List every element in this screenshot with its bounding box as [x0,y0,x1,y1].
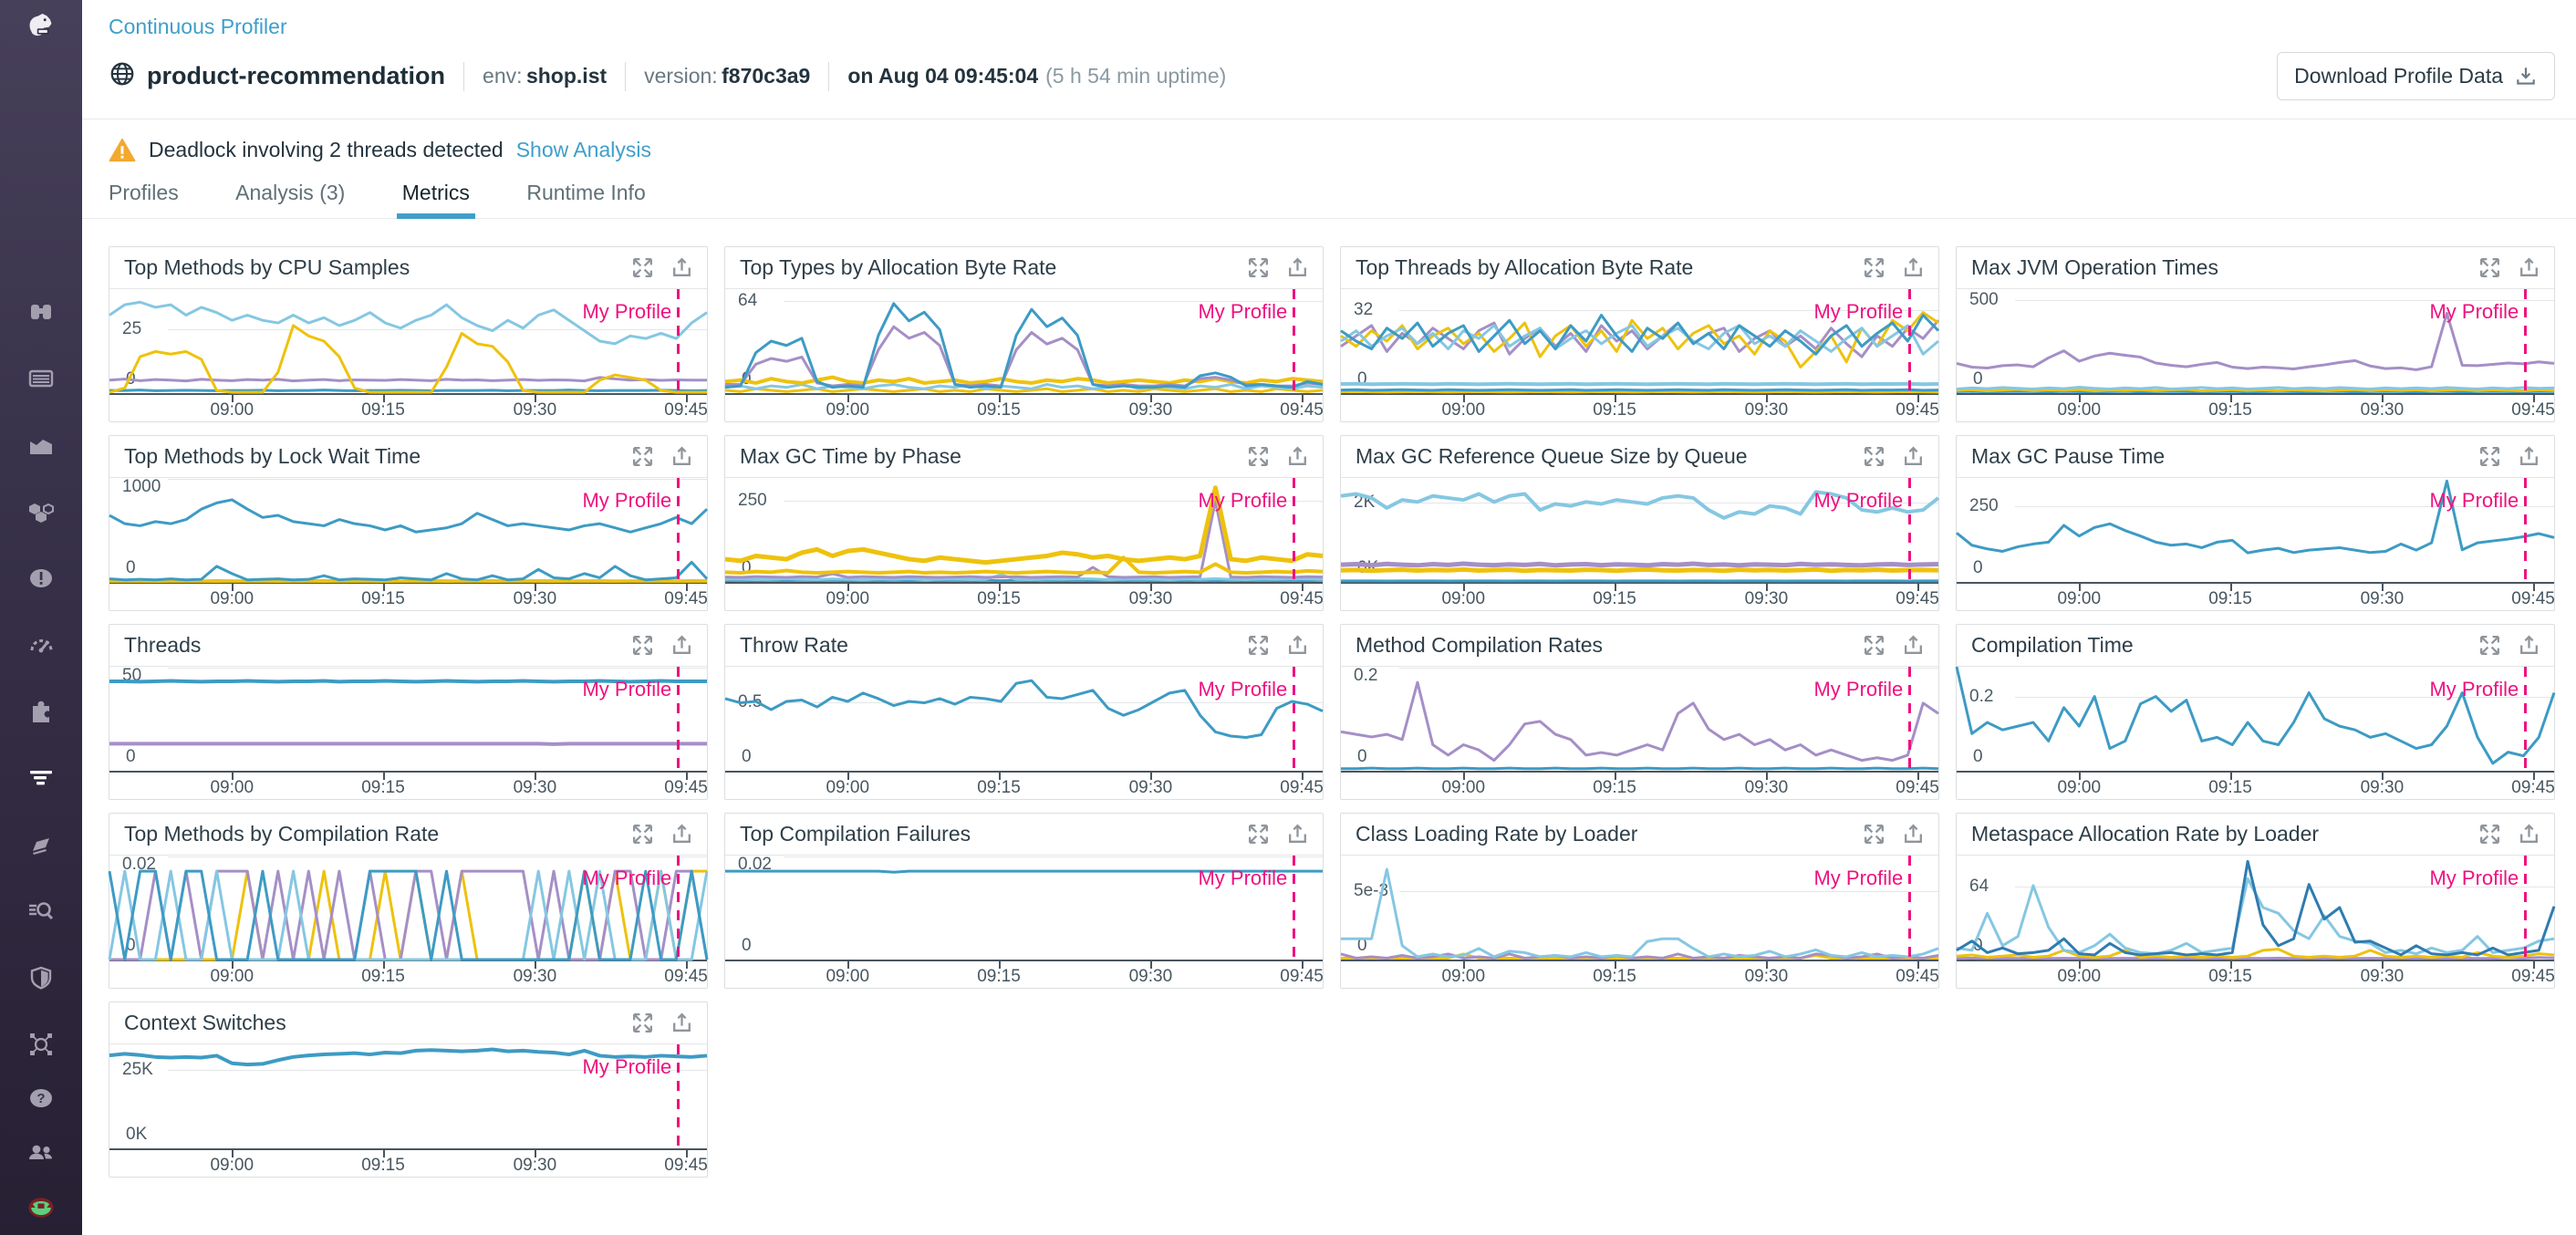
x-axis-tick-label: 09:15 [361,967,405,986]
y-axis-zero-label: 0 [742,747,752,766]
x-axis-tick-label: 09:45 [664,778,708,797]
y-axis-zero-label: 0 [1973,369,1983,389]
expand-icon[interactable] [1862,822,1886,846]
my-profile-marker-line[interactable] [677,289,680,393]
export-icon[interactable] [670,822,694,846]
profile-time: on Aug 04 09:45:04 [847,64,1039,88]
x-axis-tick-label: 09:45 [2511,400,2555,420]
chart-panel [109,1001,708,1178]
y-axis-zero-label: 0 [1357,747,1367,766]
x-axis-tick-label: 09:00 [210,967,254,986]
infrastructure-icon[interactable] [25,495,57,528]
expand-icon[interactable] [1862,444,1886,469]
expand-icon[interactable] [630,633,655,658]
x-axis-tick-label: 09:00 [826,400,870,420]
chart-title: Top Threads by Allocation Byte Rate [1356,255,1694,279]
chart-panel [109,813,708,989]
y-axis-zero-label: 0 [1357,936,1367,955]
my-profile-marker-line[interactable] [1293,667,1295,771]
x-axis-tick-label: 09:45 [664,967,708,986]
chart-plot[interactable] [109,478,707,610]
my-profile-label: My Profile [582,867,672,889]
x-axis-tick-label: 09:30 [2360,589,2405,608]
main-content [82,0,2576,1178]
x-axis-tick-label: 09:15 [361,1156,405,1175]
my-profile-label: My Profile [1813,678,1904,701]
x-axis-tick-label: 09:30 [1744,589,1789,608]
y-axis-zero-label: 0 [742,936,752,955]
svg-text:?: ? [36,1091,46,1106]
warning-icon [109,138,136,162]
chart-line [1341,768,1938,769]
chart-title: Throw Rate [740,633,848,657]
x-axis-tick-label: 09:15 [977,589,1021,608]
y-axis-tick-label: 32 [1354,300,1374,320]
separator [828,62,829,91]
chart-plot[interactable] [109,667,707,799]
chart-plot[interactable] [725,667,1323,799]
export-icon[interactable] [1285,444,1310,469]
expand-icon[interactable] [1246,255,1271,280]
expand-icon[interactable] [1246,633,1271,658]
export-icon[interactable] [670,444,694,469]
y-axis-zero-label: 0 [742,558,752,577]
chart-title: Top Methods by Lock Wait Time [124,444,421,468]
chart-panel [109,246,708,422]
chart-title: Class Loading Rate by Loader [1356,822,1638,846]
app-sidebar [0,0,82,1235]
x-axis-tick-label: 09:30 [1128,778,1173,797]
chart-plot[interactable] [1341,478,1938,610]
metrics-chart-grid [109,246,2555,1178]
x-axis-tick-label: 09:30 [1128,400,1173,420]
chart-line [1341,391,1938,392]
chart-plot[interactable] [109,289,707,421]
profiler-icon[interactable] [25,762,57,794]
chart-title: Top Compilation Failures [740,822,971,846]
show-analysis-link[interactable]: Show Analysis [515,138,651,161]
my-profile-label: My Profile [1813,867,1904,889]
export-icon[interactable] [1901,633,1926,658]
alert-text: Deadlock involving 2 threads detected [149,138,504,161]
service-name: product-recommendation [147,62,446,89]
chart-panel [1340,813,1939,989]
my-profile-label: My Profile [1813,489,1904,512]
x-axis-tick-label: 09:15 [2208,589,2252,608]
my-profile-marker-line[interactable] [677,1044,680,1148]
expand-icon[interactable] [1246,444,1271,469]
x-axis-tick-label: 09:00 [1441,967,1486,986]
chart-title: Threads [124,633,202,657]
chart-line [1957,387,2554,389]
x-axis-tick-label: 09:45 [1896,589,1939,608]
monitors-icon[interactable] [25,562,57,595]
x-axis-tick-label: 09:30 [513,1156,557,1175]
y-axis-zero-label: 0 [1973,747,1983,766]
y-axis-zero-label: 0 [126,369,136,389]
y-axis-zero-label: 0 [1357,369,1367,389]
chart-panel [1340,624,1939,800]
help-icon[interactable] [25,1082,57,1115]
x-axis-tick-label: 09:30 [1744,967,1789,986]
x-axis-tick-label: 09:45 [1280,967,1324,986]
y-axis-zero-label: 0 [126,747,136,766]
x-axis-tick-label: 09:15 [361,589,405,608]
chart-plot[interactable] [1957,478,2554,610]
tab-profiles[interactable]: Profiles [109,181,179,204]
deadlock-alert [82,119,2576,162]
x-axis-tick-label: 09:15 [977,778,1021,797]
export-icon[interactable] [2517,822,2541,846]
chart-title: Context Switches [124,1011,286,1034]
chart-panel [109,435,708,611]
chart-line [1341,384,1938,385]
chart-plot[interactable] [725,478,1323,610]
log-explorer-icon[interactable] [25,895,57,928]
chart-line [1341,569,1938,570]
expand-icon[interactable] [1862,633,1886,658]
network-icon[interactable] [25,1028,57,1061]
version-label: version: [644,64,718,88]
chart-plot[interactable] [1957,289,2554,421]
my-profile-marker-line[interactable] [2524,289,2527,393]
chart-panel [1956,813,2555,989]
chart-line [109,390,707,391]
x-axis-tick-label: 09:30 [2360,778,2405,797]
binoculars-icon[interactable] [25,296,57,328]
expand-icon[interactable] [1862,255,1886,280]
y-axis-tick-label: 64 [1969,876,1989,896]
y-axis-tick-label: 0.02 [122,855,156,874]
x-axis-tick-label: 09:45 [1280,778,1324,797]
env-value: shop.ist [525,64,608,88]
export-icon[interactable] [2517,444,2541,469]
export-icon[interactable] [1285,822,1310,846]
y-axis-tick-label: 1000 [122,477,161,496]
y-axis-zero-label: 0 [126,558,136,577]
separator [463,62,464,91]
chart-title: Metaspace Allocation Rate by Loader [1971,822,2320,846]
env-label: env: [483,64,523,88]
x-axis-tick-label: 09:15 [2208,400,2252,420]
chart-plot[interactable] [1341,289,1938,421]
x-axis-tick-label: 09:45 [1896,967,1939,986]
y-axis-tick-label: 25 [122,318,142,338]
x-axis-tick-label: 09:15 [1593,778,1636,797]
x-axis-tick-label: 09:15 [1593,589,1636,608]
notebooks-icon[interactable] [25,828,57,861]
chart-panel [724,246,1324,422]
expand-icon[interactable] [1246,822,1271,846]
export-icon[interactable] [670,1011,694,1035]
my-profile-marker-line[interactable] [1908,478,1911,582]
x-axis-tick-label: 09:30 [513,589,557,608]
chart-panel [1956,435,2555,611]
chart-title: Max JVM Operation Times [1971,255,2218,279]
chart-plot[interactable] [1341,856,1938,988]
globe-icon [109,60,136,92]
x-axis-tick-label: 09:30 [513,400,557,420]
y-axis-tick-label: 25K [122,1060,153,1080]
x-axis-tick-label: 09:15 [2208,778,2252,797]
x-axis-tick-label: 09:30 [1744,400,1789,420]
chart-panel [724,435,1324,611]
my-profile-label: My Profile [2429,678,2519,701]
x-axis-tick-label: 09:45 [1896,400,1939,420]
y-axis-tick-label: 0.2 [1354,666,1378,685]
chart-line [109,562,707,579]
export-icon[interactable] [2517,633,2541,658]
chart-line [109,326,707,392]
x-axis-tick-label: 09:00 [826,967,870,986]
chart-line [109,378,707,381]
x-axis-tick-label: 09:45 [664,1156,708,1175]
x-axis-tick-label: 09:00 [2057,778,2102,797]
y-axis-tick-label: 5e-3 [1354,880,1389,900]
security-icon[interactable] [25,961,57,994]
chart-panel [109,624,708,800]
my-profile-marker-line[interactable] [1908,856,1911,960]
chart-title: Top Methods by Compilation Rate [124,822,440,846]
my-profile-label: My Profile [582,300,672,323]
x-axis-tick-label: 09:00 [2057,589,2102,608]
x-axis-tick-label: 09:45 [1280,400,1324,420]
y-axis-zero-label: 0 [126,936,136,955]
my-profile-label: My Profile [1198,489,1288,512]
x-axis-tick-label: 09:30 [2360,400,2405,420]
download-icon [2514,65,2538,88]
my-profile-marker-line[interactable] [2524,667,2527,771]
chart-plot[interactable] [1341,667,1938,799]
expand-icon[interactable] [2477,444,2502,469]
y-axis-tick-label: 64 [738,290,758,310]
x-axis-tick-label: 09:15 [1593,400,1636,420]
my-profile-marker-line[interactable] [1293,478,1295,582]
x-axis-tick-label: 09:00 [2057,400,2102,420]
x-axis-tick-label: 09:00 [1441,589,1486,608]
x-axis-tick-label: 09:00 [210,400,254,420]
chart-panel [1340,246,1939,422]
x-axis-tick-label: 09:30 [1128,589,1173,608]
export-icon[interactable] [670,633,694,658]
chart-panel [1340,435,1939,611]
y-axis-tick-label: 250 [738,491,767,511]
chart-line [1341,389,1938,390]
expand-icon[interactable] [2477,822,2502,846]
x-axis-tick-label: 09:15 [361,400,405,420]
tab-runtime-info[interactable]: Runtime Info [526,181,646,204]
y-axis-tick-label: 0.5 [738,691,763,711]
expand-icon[interactable] [2477,255,2502,280]
x-axis-tick-label: 09:15 [1593,967,1636,986]
my-profile-label: My Profile [1813,300,1904,323]
download-profile-button[interactable] [2277,52,2555,100]
datadog-logo-icon[interactable] [25,7,57,40]
y-axis-tick-label: 250 [1969,495,1999,515]
my-profile-label: My Profile [1198,300,1288,323]
x-axis-tick-label: 09:00 [210,1156,254,1175]
user-avatar[interactable] [25,1191,57,1224]
my-profile-label: My Profile [2429,300,2519,323]
expand-icon[interactable] [630,1011,655,1035]
chart-plot[interactable] [109,856,707,988]
my-profile-marker-line[interactable] [2524,478,2527,582]
chart-plot[interactable] [109,1044,707,1177]
my-profile-label: My Profile [582,678,672,701]
export-icon[interactable] [1285,633,1310,658]
x-axis-tick-label: 09:30 [2360,967,2405,986]
my-profile-marker-line[interactable] [2524,856,2527,960]
export-icon[interactable] [1285,255,1310,280]
x-axis-tick-label: 09:30 [1744,778,1789,797]
y-axis-zero-label: 0K [1357,558,1379,577]
breadcrumb [82,0,2576,39]
chart-line [1341,564,1938,566]
x-axis-tick-label: 09:45 [664,400,708,420]
chart-title: Top Types by Allocation Byte Rate [740,255,1057,279]
service-header [82,39,2576,100]
x-axis-tick-label: 09:30 [1128,967,1173,986]
x-axis-tick-label: 09:15 [361,778,405,797]
expand-icon[interactable] [630,444,655,469]
x-axis-tick-label: 09:15 [977,967,1021,986]
download-button-label: Download Profile Data [2294,64,2503,88]
x-axis-tick-label: 09:30 [513,778,557,797]
x-axis-tick-label: 09:00 [1441,778,1486,797]
x-axis-tick-label: 09:45 [1280,589,1324,608]
x-axis-tick-label: 09:00 [1441,400,1486,420]
apm-gauge-icon[interactable] [25,628,57,661]
integrations-icon[interactable] [25,695,57,728]
y-axis-zero-label: 0 [1973,558,1983,577]
y-axis-tick-label: 50 [122,666,142,685]
chart-plot[interactable] [725,856,1323,988]
account-users-icon[interactable] [25,1136,57,1169]
tab-bar [82,181,2576,219]
my-profile-marker-line[interactable] [677,667,680,771]
chart-plot[interactable] [1957,667,2554,799]
my-profile-marker-line[interactable] [1908,667,1911,771]
export-icon[interactable] [1901,822,1926,846]
chart-panel [1956,246,2555,422]
dashboards-icon[interactable] [25,362,57,395]
metrics-icon[interactable] [25,429,57,462]
y-axis-zero-label: 0 [1973,936,1983,955]
x-axis-tick-label: 09:45 [2511,589,2555,608]
chart-title: Compilation Time [1971,633,2134,657]
breadcrumb-link[interactable]: Continuous Profiler [109,15,287,38]
export-icon[interactable] [1901,444,1926,469]
expand-icon[interactable] [630,255,655,280]
uptime: (5 h 54 min uptime) [1045,64,1227,88]
my-profile-marker-line[interactable] [1293,289,1295,393]
x-axis-tick-label: 09:45 [1896,778,1939,797]
chart-panel [1956,624,2555,800]
chart-panel [724,624,1324,800]
x-axis-tick-label: 09:00 [826,778,870,797]
x-axis-tick-label: 09:30 [513,967,557,986]
chart-line [725,385,1323,389]
x-axis-tick-label: 09:15 [977,400,1021,420]
my-profile-label: My Profile [582,1055,672,1078]
my-profile-marker-line[interactable] [1908,289,1911,393]
version-value: f870c3a9 [722,64,811,88]
export-icon[interactable] [1901,255,1926,280]
chart-panel [724,813,1324,989]
x-axis-tick-label: 09:45 [664,589,708,608]
chart-title: Max GC Reference Queue Size by Queue [1356,444,1748,468]
separator [625,62,626,91]
tab-metrics[interactable]: Metrics [402,181,470,218]
chart-plot[interactable] [1957,856,2554,988]
x-axis-tick-label: 09:15 [2208,967,2252,986]
chart-plot[interactable] [725,289,1323,421]
x-axis-tick-label: 09:45 [2511,967,2555,986]
my-profile-label: My Profile [2429,867,2519,889]
my-profile-label: My Profile [582,489,672,512]
x-axis-tick-label: 09:00 [210,589,254,608]
y-axis-tick-label: 0.02 [738,855,772,874]
chart-title: Max GC Pause Time [1971,444,2166,468]
y-axis-zero-label: 0K [126,1125,148,1144]
my-profile-marker-line[interactable] [677,478,680,582]
y-axis-tick-label: 0.2 [1969,687,1994,707]
my-profile-marker-line[interactable] [1293,856,1295,960]
export-icon[interactable] [2517,255,2541,280]
chart-title: Top Methods by CPU Samples [124,255,410,279]
my-profile-label: My Profile [2429,489,2519,512]
x-axis-tick-label: 09:00 [826,589,870,608]
expand-icon[interactable] [630,822,655,846]
export-icon[interactable] [670,255,694,280]
x-axis-tick-label: 09:00 [2057,967,2102,986]
my-profile-label: My Profile [1198,678,1288,701]
my-profile-label: My Profile [1198,867,1288,889]
expand-icon[interactable] [2477,633,2502,658]
y-axis-tick-label: 2K [1354,492,1376,512]
tab-analysis[interactable]: Analysis (3) [235,181,346,204]
chart-title: Max GC Time by Phase [740,444,961,468]
x-axis-tick-label: 09:00 [210,778,254,797]
x-axis-tick-label: 09:45 [2511,778,2555,797]
my-profile-marker-line[interactable] [677,856,680,960]
y-axis-tick-label: 500 [1969,290,1999,310]
chart-title: Method Compilation Rates [1356,633,1604,657]
y-axis-zero-label: 0 [742,369,752,389]
